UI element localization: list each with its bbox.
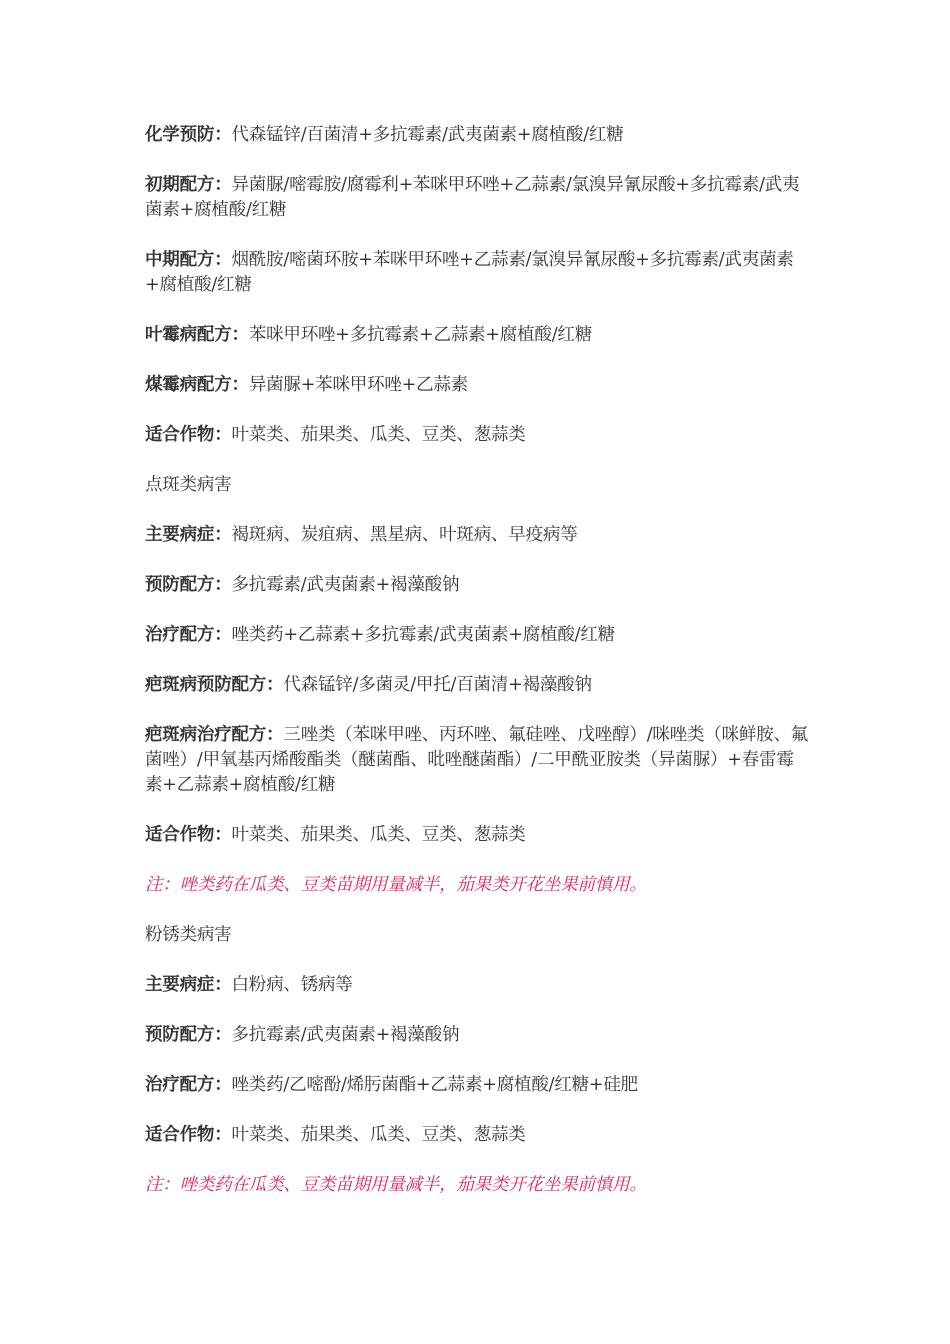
early-formula-label: 初期配方：	[145, 175, 232, 195]
early-formula	[145, 173, 810, 223]
treatment-formula-1-label: 治疗配方：	[145, 625, 232, 645]
suitable-crops-1	[145, 423, 810, 448]
suitable-crops-3	[145, 1123, 810, 1148]
chemical-prevention	[145, 123, 810, 148]
suitable-crops-2	[145, 823, 810, 848]
leaf-mold-formula-text: 苯咪甲环唑+多抗霉素+乙蒜素+腐植酸/红糖	[248, 325, 592, 345]
prevention-formula-2	[145, 1023, 810, 1048]
scab-treatment-formula-label: 疤斑病治疗配方：	[145, 725, 284, 745]
section-heading-powdery-rust: 粉锈类病害	[145, 925, 232, 945]
suitable-crops-1-text: 叶菜类、茄果类、瓜类、豆类、葱蒜类	[231, 425, 526, 445]
mid-formula-label: 中期配方：	[145, 250, 232, 270]
main-symptoms-2	[145, 973, 810, 998]
mid-formula	[145, 248, 810, 298]
leaf-mold-formula-label: 叶霉病配方：	[145, 325, 249, 345]
scab-prevention-formula-text: 代森锰锌/多菌灵/甲托/百菌清+褐藻酸钠	[283, 675, 592, 695]
treatment-formula-2	[145, 1073, 810, 1098]
prevention-formula-1	[145, 573, 810, 598]
suitable-crops-2-label: 适合作物：	[145, 825, 232, 845]
main-symptoms-1-text: 褐斑病、炭疽病、黑星病、叶斑病、早疫病等	[231, 525, 578, 545]
scab-prevention-formula-label: 疤斑病预防配方：	[145, 675, 284, 695]
scab-treatment-formula	[145, 723, 810, 798]
document-body	[145, 123, 810, 1223]
note-2: 注：唑类药在瓜类、豆类苗期用量减半，茄果类开花坐果前慎用。	[145, 1175, 647, 1195]
suitable-crops-3-label: 适合作物：	[145, 1125, 232, 1145]
section-heading-spot-diseases: 点斑类病害	[145, 475, 232, 495]
suitable-crops-3-text: 叶菜类、茄果类、瓜类、豆类、葱蒜类	[231, 1125, 526, 1145]
treatment-formula-2-label: 治疗配方：	[145, 1075, 232, 1095]
main-symptoms-1-label: 主要病症：	[145, 525, 232, 545]
main-symptoms-1	[145, 523, 810, 548]
note-1: 注：唑类药在瓜类、豆类苗期用量减半，茄果类开花坐果前慎用。	[145, 875, 647, 895]
prevention-formula-2-label: 预防配方：	[145, 1025, 232, 1045]
scab-prevention-formula	[145, 673, 810, 698]
main-symptoms-2-label: 主要病症：	[145, 975, 232, 995]
prevention-formula-2-text: 多抗霉素/武夷菌素+褐藻酸钠	[231, 1025, 460, 1045]
sooty-mold-formula	[145, 373, 810, 398]
main-symptoms-2-text: 白粉病、锈病等	[231, 975, 353, 995]
prevention-formula-1-label: 预防配方：	[145, 575, 232, 595]
chemical-prevention-label: 化学预防：	[145, 125, 232, 145]
treatment-formula-1-text: 唑类药+乙蒜素+多抗霉素/武夷菌素+腐植酸/红糖	[231, 625, 615, 645]
suitable-crops-2-text: 叶菜类、茄果类、瓜类、豆类、葱蒜类	[231, 825, 526, 845]
treatment-formula-1	[145, 623, 810, 648]
mid-formula-text: 烟酰胺/嘧菌环胺+苯咪甲环唑+乙蒜素/氯溴异氰尿酸+多抗霉素/武夷菌素+腐植酸/红糖	[145, 250, 794, 295]
prevention-formula-1-text: 多抗霉素/武夷菌素+褐藻酸钠	[231, 575, 460, 595]
treatment-formula-2-text: 唑类药/乙嘧酚/烯肟菌酯+乙蒜素+腐植酸/红糖+硅肥	[231, 1075, 638, 1095]
chemical-prevention-text: 代森锰锌/百菌清+多抗霉素/武夷菌素+腐植酸/红糖	[231, 125, 624, 145]
early-formula-text: 异菌脲/嘧霉胺/腐霉利+苯咪甲环唑+乙蒜素/氯溴异氰尿酸+多抗霉素/武夷菌素+腐植酸/红糖	[145, 175, 800, 220]
sooty-mold-formula-label: 煤霉病配方：	[145, 375, 249, 395]
leaf-mold-formula	[145, 323, 810, 348]
sooty-mold-formula-text: 异菌脲+苯咪甲环唑+乙蒜素	[248, 375, 469, 395]
scab-treatment-formula-text: 三唑类（苯咪甲唑、丙环唑、氟硅唑、戊唑醇）/咪唑类（咪鲜胺、氟菌唑）/甲氧基丙烯酸酯类（醚菌酯、吡唑醚菌酯）/二甲酰亚胺类（异菌脲）+春雷霉素+乙蒜素+腐植酸/红糖	[145, 725, 809, 795]
suitable-crops-1-label: 适合作物：	[145, 425, 232, 445]
